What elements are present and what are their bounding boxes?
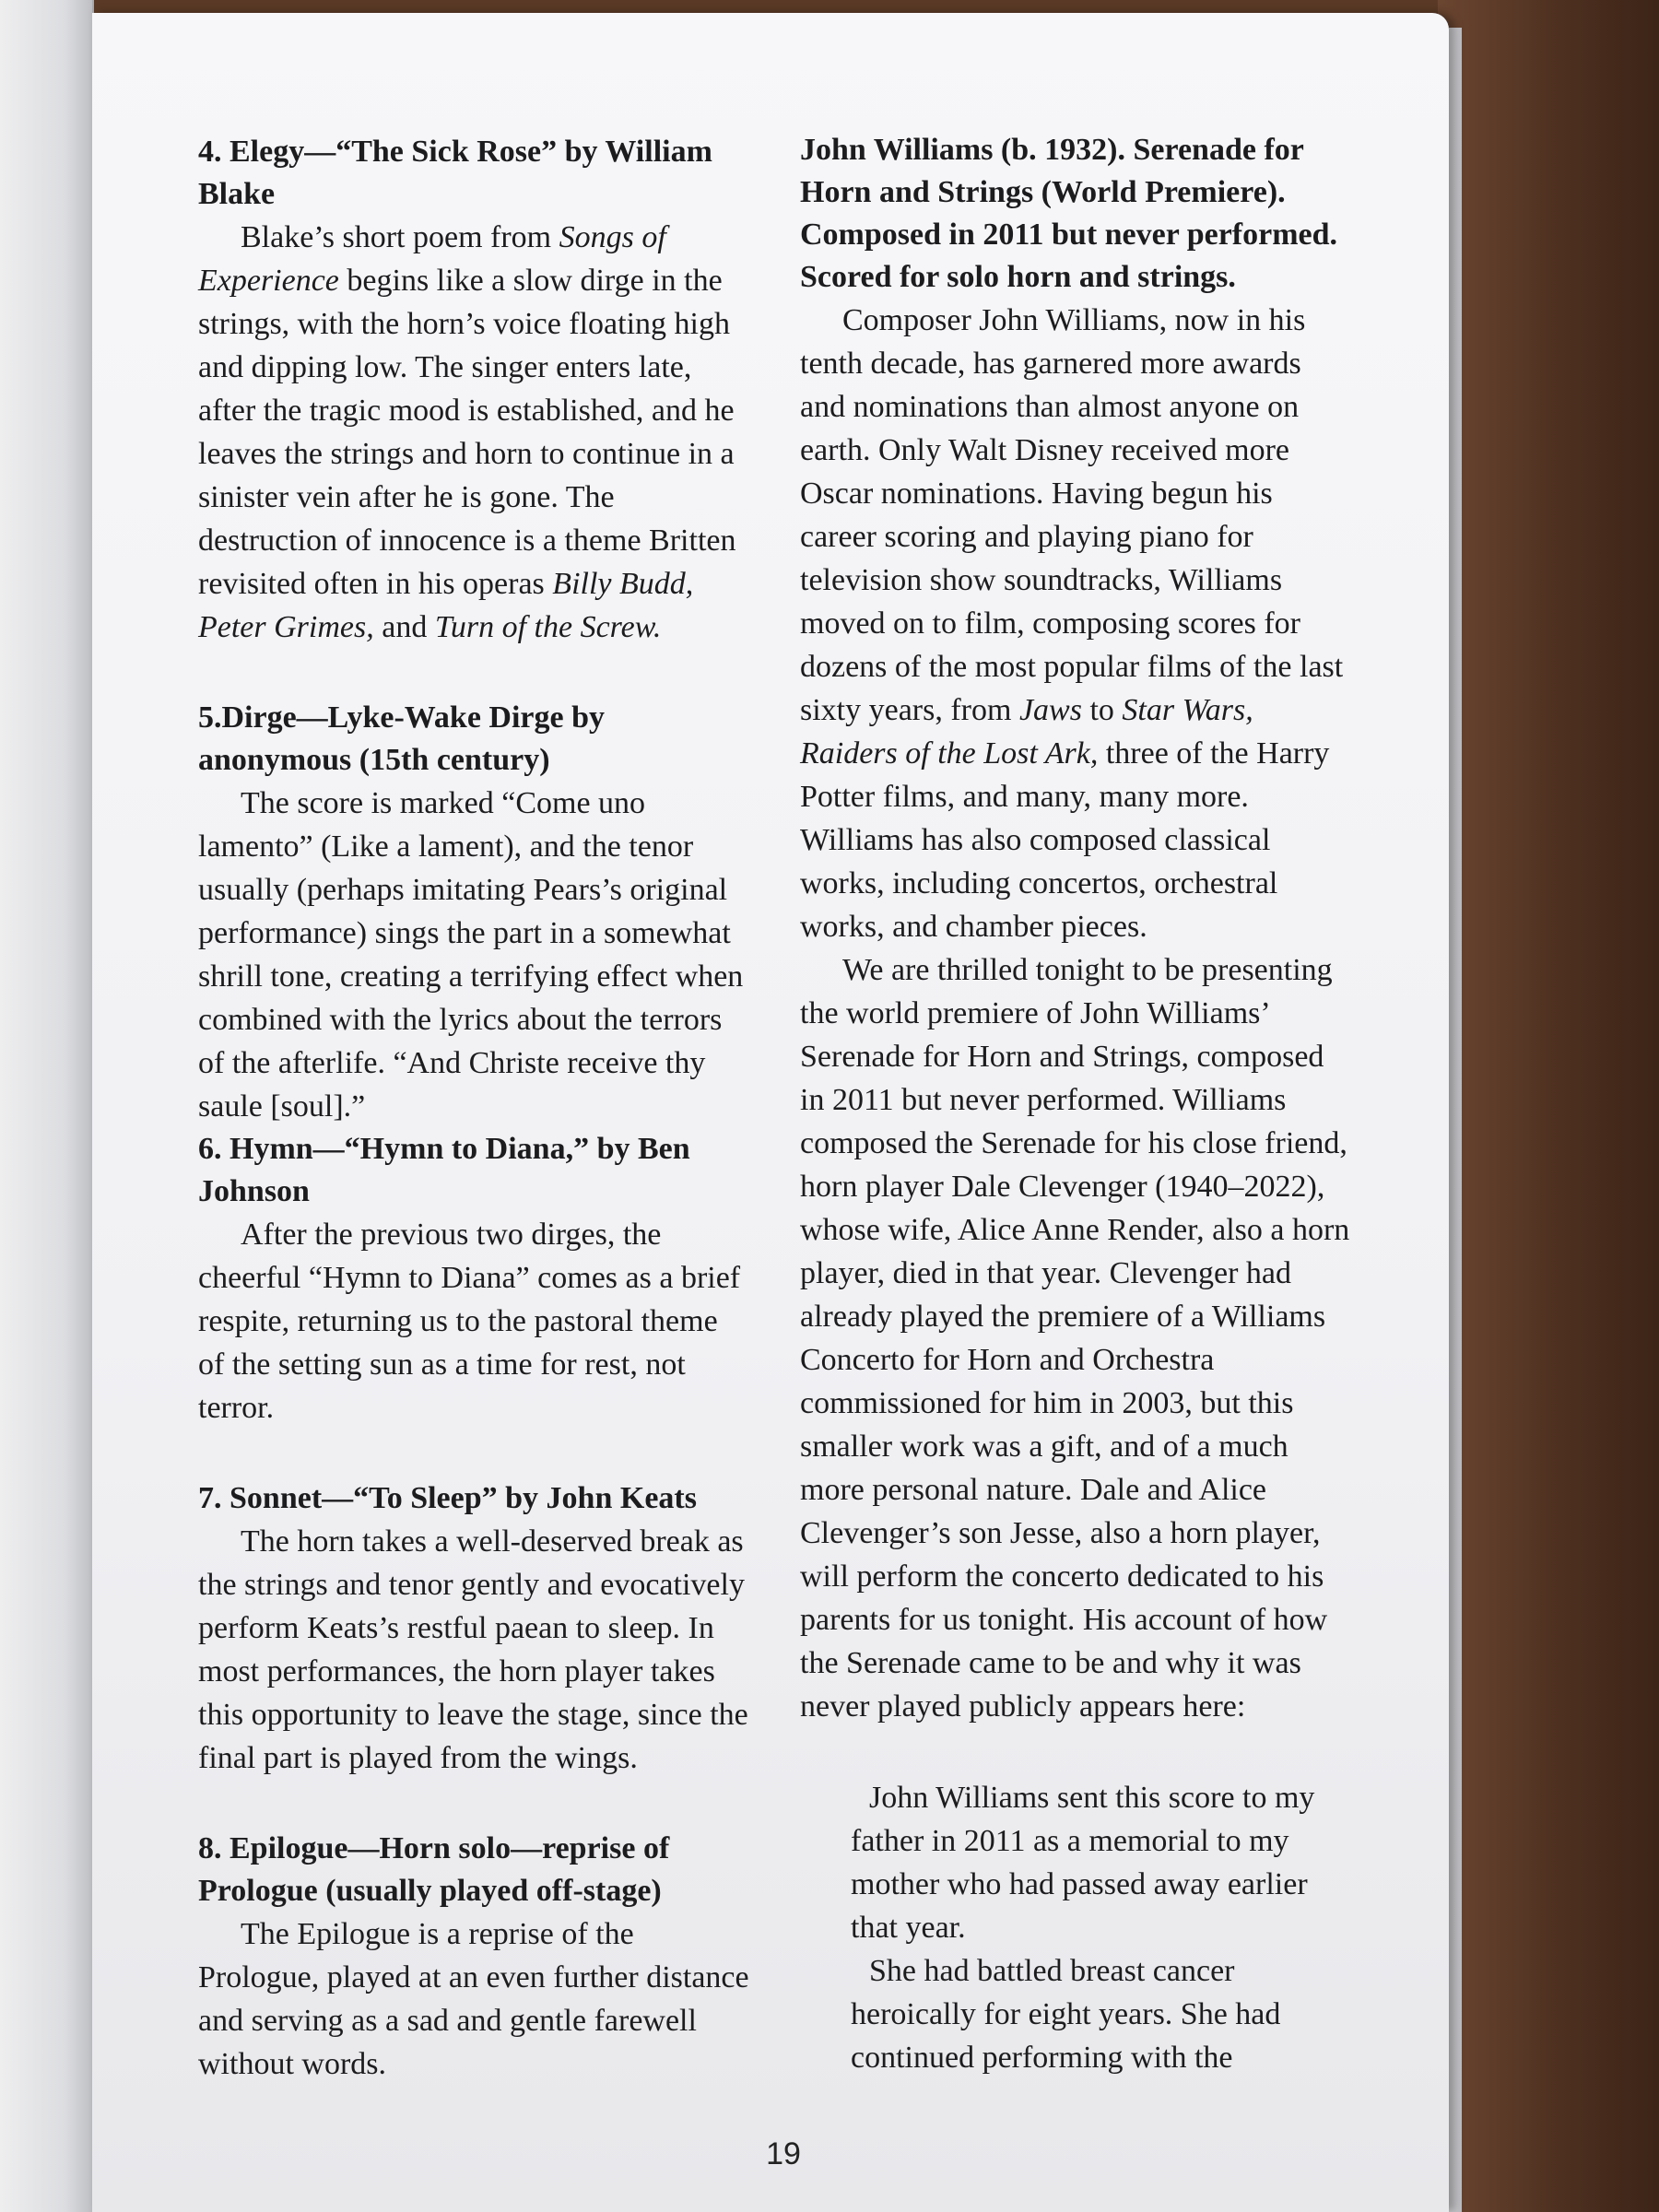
section-6-heading: 6. Hymn—“Hymn to Diana,” by Ben Johnson	[198, 1132, 690, 1208]
title-jaws: Jaws	[1018, 693, 1082, 727]
facing-page-edge	[0, 0, 94, 2212]
section-5-heading: 5.Dirge—Lyke-Wake Dirge by anonymous (15th century)	[198, 700, 606, 777]
section-8-heading: 8. Epilogue—Horn solo—reprise of Prologue (usually played off-stage)	[198, 1831, 670, 1908]
section-7-heading: 7. Sonnet—“To Sleep” by John Keats	[198, 1481, 697, 1515]
premiere-paragraph: We are thrilled tonight to be presenting the world premiere of John Williams’ Serenade for Horn and Strings, composed in 2011 but never performed. Williams composed the Serenade for his close friend, horn player Dale Clevenger (1940–2022), whose wife, Alice Anne Render, also a horn player, died in that year. Clevenger had already played the premiere of a Williams Concerto for Horn and Orchestra commissioned for him in 2003, but this smaller work was a gift, and of a much more personal nature. Dale and Alice Clevenger’s son Jesse, also a horn player, will perform the concerto dedicated to his parents for us tonight. His account of how the Serenade came to be and why it was never played publicly appears here:	[800, 953, 1350, 1724]
section-4-heading: 4. Elegy—“The Sick Rose” by William Blake	[198, 135, 712, 211]
table-surface	[1438, 0, 1659, 2212]
quote-paragraph-1: John Williams sent this score to my father in 2011 as a memorial to my mother who had passed away earlier that year.	[851, 1781, 1315, 1945]
title-opera-list: Billy Budd, Peter Grimes,	[198, 567, 694, 644]
quote-paragraph-2: She had battled breast cancer heroically for eight years. She had continued performing with the	[851, 1954, 1281, 2075]
page-stack-edge	[1449, 28, 1462, 2212]
title-songs-of-experience: Songs of Experience	[198, 220, 666, 298]
section-8-body: The Epilogue is a reprise of the Prologue, played at an even further distance and serving as a sad and gentle farewell without words.	[198, 1917, 749, 2081]
section-4-body: Blake’s short poem from Songs of Experience begins like a slow dirge in the strings, with the horn’s voice floating high and dipping low. The singer enters late, after the tragic mood is established, and he leaves the strings and horn to continue in a sinister vein after he is gone. The destruction of innocence is a theme Britten revisited often in his operas Billy Budd, Peter Grimes, and Turn of the Screw.	[198, 220, 736, 644]
title-turn-of-the-screw: Turn of the Screw.	[434, 610, 662, 644]
jesse-clevenger-quote	[851, 1776, 1353, 2079]
page-number: 19	[766, 2136, 801, 2171]
left-column	[198, 131, 751, 2086]
section-6-body: After the previous two dirges, the cheerful “Hymn to Diana” comes as a brief respite, returning us to the pastoral theme of the setting sun as a time for rest, not terror.	[198, 1218, 741, 1425]
section-5-body: The score is marked “Come uno lamento” (Like a lament), and the tenor usually (perhaps imitating Pears’s original performance) sings the part in a somewhat shrill tone, creating a terrifying effect when combined with the lyrics about the terrors of the afterlife. “And Christe receive thy saule [soul].”	[198, 786, 744, 1124]
john-williams-bio: Composer John Williams, now in his tenth decade, has garnered more awards and nominations than almost anyone on earth. Only Walt Disney received more Oscar nominations. Having begun his career scoring and playing piano for television show soundtracks, Williams moved on to film, composing scores for dozens of the most popular films of the last sixty years, from Jaws to Star Wars, Raiders of the Lost Ark, three of the Harry Potter films, and many, many more. Williams has also composed classical works, including concertos, orchestral works, and chamber pieces.	[800, 303, 1344, 944]
right-column	[800, 129, 1353, 2079]
john-williams-heading: John Williams (b. 1932). Serenade for Horn and Strings (World Premiere). Composed in 2011 but never performed. Scored for solo horn and strings.	[800, 133, 1338, 294]
section-7-body: The horn takes a well-deserved break as the strings and tenor gently and evocatively perform Keats’s restful paean to sleep. In most performances, the horn player takes this opportunity to leave the stage, since the final part is played from the wings.	[198, 1524, 748, 1775]
title-star-wars-raiders: Star Wars, Raiders of the Lost Ark,	[800, 693, 1253, 771]
